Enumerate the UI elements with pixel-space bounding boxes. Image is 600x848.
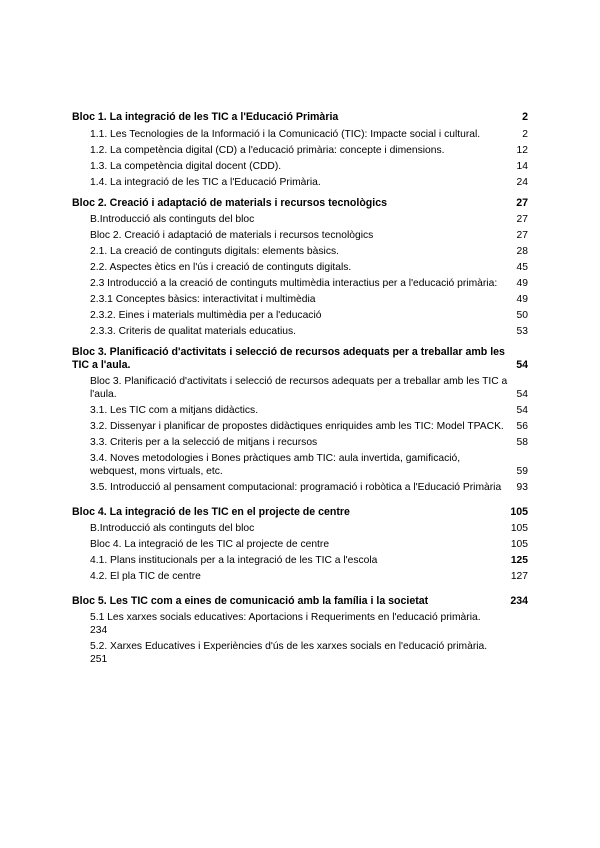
toc-entry-title: 3.1. Les TIC com a mitjans didàctics. bbox=[90, 405, 259, 416]
toc-page-number: 24 bbox=[516, 177, 528, 188]
toc-entry-title: 2.3.2. Eines i materials multimèdia per a l'educació bbox=[90, 310, 322, 321]
toc-page-number: 27 bbox=[516, 197, 528, 209]
toc-entry[interactable] bbox=[90, 538, 528, 551]
toc-entry-title: 1.1. Les Tecnologies de la Informació i la Comunicació (TIC): Impacte social i cultural. bbox=[90, 129, 481, 140]
toc-bloc-heading[interactable] bbox=[72, 595, 528, 608]
toc-entry-title: 2.2. Aspectes ètics en l'ús i creació de continguts digitals. bbox=[90, 262, 352, 273]
toc-entry[interactable] bbox=[90, 176, 528, 189]
toc-entry[interactable] bbox=[90, 213, 528, 226]
toc-page-number: 27 bbox=[516, 230, 528, 241]
toc-page-number: 251 bbox=[90, 654, 108, 665]
toc-entry-title: 5.1 Les xarxes socials educatives: Aportacions i Requeriments en l'educació primària. bbox=[90, 612, 481, 623]
toc-page-number: 105 bbox=[510, 523, 528, 534]
toc-page-number: 234 bbox=[90, 625, 108, 636]
toc-bloc-heading[interactable] bbox=[72, 111, 528, 124]
toc-entry-title: 4.2. El pla TIC de centre bbox=[90, 571, 201, 582]
toc-entry[interactable] bbox=[90, 436, 528, 449]
toc-entry[interactable] bbox=[90, 522, 528, 535]
toc-entry[interactable] bbox=[90, 404, 528, 417]
toc-bloc-title: Bloc 1. La integració de les TIC a l'Educació Primària bbox=[72, 111, 339, 123]
toc-entry-title: 1.3. La competència digital docent (CDD). bbox=[90, 161, 282, 172]
toc-entry-title: 3.5. Introducció al pensament computacional: programació i robòtica a l'Educació Primària bbox=[90, 482, 502, 493]
toc-bloc-1 bbox=[72, 111, 528, 189]
toc-entry[interactable] bbox=[90, 160, 528, 173]
toc-page-number: 93 bbox=[516, 482, 528, 493]
toc-entry[interactable] bbox=[90, 261, 528, 274]
toc-entry-title: B.Introducció als continguts del bloc bbox=[90, 214, 255, 225]
toc-page-number: 45 bbox=[516, 262, 528, 273]
toc-bloc-title: Bloc 2. Creació i adaptació de materials i recursos tecnològics bbox=[72, 197, 387, 209]
toc-page-number: 54 bbox=[516, 405, 528, 416]
toc-page-number: 59 bbox=[516, 466, 528, 477]
toc-entry[interactable] bbox=[90, 452, 528, 478]
toc-bloc-title: Bloc 5. Les TIC com a eines de comunicació amb la família i la societat bbox=[72, 595, 429, 607]
toc-page-number: 49 bbox=[516, 278, 528, 289]
toc-entry[interactable] bbox=[90, 293, 528, 306]
toc-page-number: 53 bbox=[516, 326, 528, 337]
toc-page-number: 49 bbox=[516, 294, 528, 305]
toc-page-number: 28 bbox=[516, 246, 528, 257]
table-of-contents bbox=[72, 111, 528, 666]
toc-entry-title: Bloc 3. Planificació d'activitats i selecció de recursos adequats per a treballar amb les TIC a l'aula. bbox=[90, 376, 508, 400]
toc-page-number: 234 bbox=[510, 595, 528, 607]
toc-entry[interactable] bbox=[90, 229, 528, 242]
toc-page-number: 56 bbox=[516, 421, 528, 432]
toc-bloc-heading[interactable] bbox=[72, 197, 528, 210]
toc-bloc-4 bbox=[72, 506, 528, 583]
toc-entry[interactable] bbox=[90, 481, 528, 494]
toc-entry[interactable] bbox=[90, 554, 528, 567]
toc-entry-title: 1.4. La integració de les TIC a l'Educació Primària. bbox=[90, 177, 321, 188]
toc-entry-title: Bloc 4. La integració de les TIC al projecte de centre bbox=[90, 539, 330, 550]
toc-page-number: 105 bbox=[510, 539, 528, 550]
toc-entry-title: B.Introducció als continguts del bloc bbox=[90, 523, 255, 534]
toc-bloc-heading[interactable] bbox=[72, 346, 528, 372]
toc-entry[interactable] bbox=[90, 325, 528, 338]
toc-entry-title: 2.3.3. Criteris de qualitat materials educatius. bbox=[90, 326, 297, 337]
toc-page-number: 14 bbox=[516, 161, 528, 172]
toc-bloc-5 bbox=[72, 595, 528, 666]
toc-bloc-heading[interactable] bbox=[72, 506, 528, 519]
toc-bloc-title: Bloc 3. Planificació d'activitats i selecció de recursos adequats per a treballar amb les TIC a l'aula. bbox=[72, 346, 505, 371]
toc-page-number: 58 bbox=[516, 437, 528, 448]
toc-entry-title: 2.3.1 Conceptes bàsics: interactivitat i multimèdia bbox=[90, 294, 316, 305]
toc-entry-title: 2.3 Introducció a la creació de continguts multimèdia interactius per a l'educació primària: bbox=[90, 278, 498, 289]
toc-entry-title: 4.1. Plans institucionals per a la integració de les TIC a l'escola bbox=[90, 555, 378, 566]
toc-page-number: 105 bbox=[510, 506, 528, 518]
toc-page-number: 12 bbox=[516, 145, 528, 156]
toc-bloc-3 bbox=[72, 346, 528, 494]
toc-page-number: 2 bbox=[522, 129, 528, 140]
toc-page-number: 127 bbox=[510, 571, 528, 582]
toc-entry[interactable] bbox=[90, 144, 528, 157]
toc-entry-title: 3.3. Criteris per a la selecció de mitjans i recursos bbox=[90, 437, 318, 448]
toc-entry[interactable] bbox=[90, 375, 528, 401]
toc-entry[interactable] bbox=[90, 245, 528, 258]
toc-entry-title: 5.2. Xarxes Educatives i Experiències d'ús de les xarxes socials en l'educació primària. bbox=[90, 641, 488, 652]
toc-entry[interactable] bbox=[90, 570, 528, 583]
toc-entry-title: 3.2. Dissenyar i planificar de propostes didàctiques enriquides amb les TIC: Model TPACK. bbox=[90, 421, 504, 432]
toc-entry[interactable] bbox=[90, 128, 528, 141]
toc-entry[interactable] bbox=[90, 309, 528, 322]
toc-entry[interactable] bbox=[90, 277, 528, 290]
toc-entry[interactable] bbox=[90, 611, 528, 637]
toc-page-number: 125 bbox=[510, 555, 528, 566]
toc-page-number: 27 bbox=[516, 214, 528, 225]
toc-entry-title: 1.2. La competència digital (CD) a l'educació primària: concepte i dimensions. bbox=[90, 145, 445, 156]
toc-entry-title: 2.1. La creació de continguts digitals: elements bàsics. bbox=[90, 246, 339, 257]
toc-entry[interactable] bbox=[90, 640, 528, 666]
toc-bloc-title: Bloc 4. La integració de les TIC en el projecte de centre bbox=[72, 506, 350, 518]
toc-page-number: 54 bbox=[516, 389, 528, 400]
toc-page-number: 2 bbox=[522, 111, 528, 123]
toc-entry-title: 3.4. Noves metodologies i Bones pràctiques amb TIC: aula invertida, gamificació, webquest, mons virtuals, etc. bbox=[90, 453, 461, 477]
toc-entry-title: Bloc 2. Creació i adaptació de materials i recursos tecnològics bbox=[90, 230, 374, 241]
toc-bloc-2 bbox=[72, 197, 528, 338]
toc-page-number: 54 bbox=[516, 359, 528, 371]
toc-entry[interactable] bbox=[90, 420, 528, 433]
toc-page-number: 50 bbox=[516, 310, 528, 321]
